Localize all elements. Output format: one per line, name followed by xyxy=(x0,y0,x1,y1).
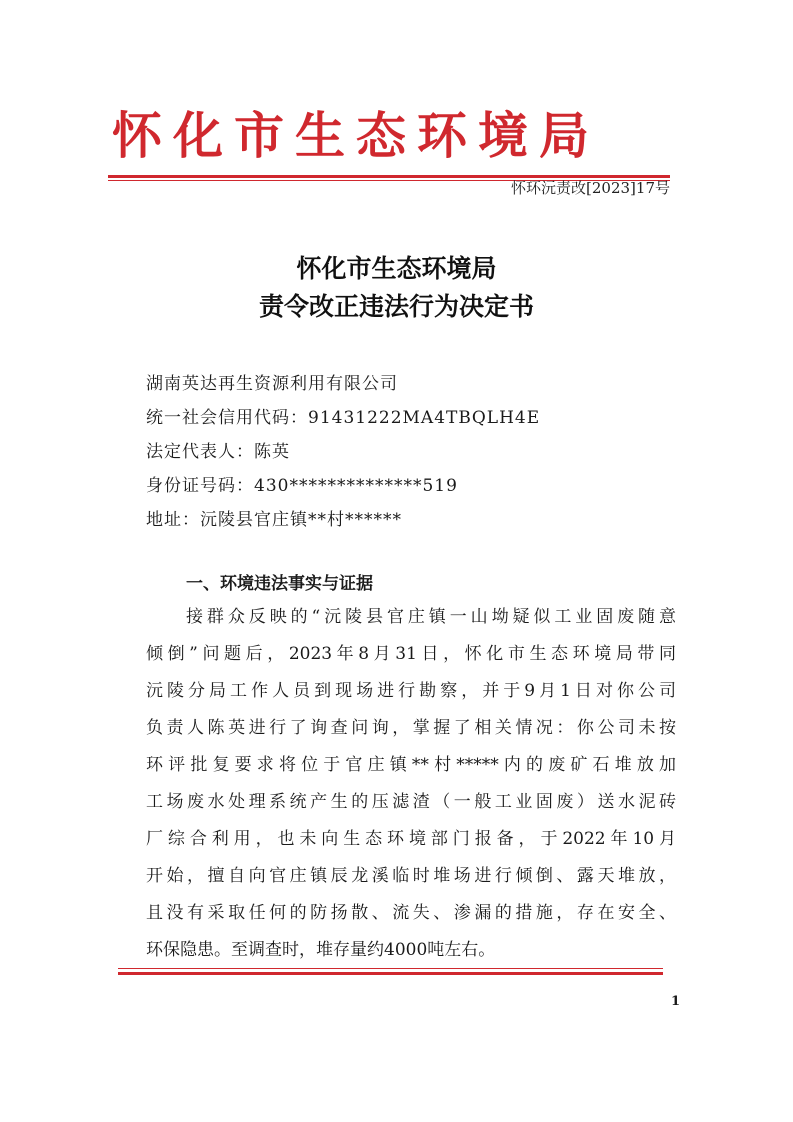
page-number: 1 xyxy=(670,994,680,1009)
body-text-line: 环保隐患。至调查时，堆存量约4000吨左右。 xyxy=(146,940,496,960)
footer-red-rule-thin xyxy=(118,968,663,969)
document-title-line-2: 责令改正违法行为决定书 xyxy=(258,292,534,321)
body-text-line: 接群众反映的“沅陵县官庄镇一山坳疑似工业固废随意 xyxy=(186,607,676,627)
party-legal-representative: 法定代表人：陈英 xyxy=(146,442,290,462)
document-number: 怀环沅责改[2023]17号 xyxy=(511,179,670,197)
party-credit-code: 统一社会信用代码：91431222MA4TBQLH4E xyxy=(146,408,541,428)
document-title-line-1: 怀化市生态环境局 xyxy=(296,254,497,283)
party-company-name: 湖南英达再生资源利用有限公司 xyxy=(146,374,398,394)
body-text-line: 环评批复要求将位于官庄镇**村*****内的废矿石堆放加 xyxy=(146,755,676,775)
section-heading-violation-facts: 一、环境违法事实与证据 xyxy=(186,574,373,594)
issuing-organization-header: 怀化市生态环境局 xyxy=(112,107,600,165)
body-text-line: 负责人陈英进行了询查问询，掌握了相关情况：你公司未按 xyxy=(146,718,676,738)
body-text-line: 倾倒”问题后，2023年8月31日，怀化市生态环境局带同 xyxy=(146,644,676,664)
body-text-line: 沅陵分局工作人员到现场进行勘察，并于9月1日对你公司 xyxy=(146,681,676,701)
party-address: 地址：沅陵县官庄镇**村****** xyxy=(146,510,402,530)
party-id-number: 身份证号码：430**************519 xyxy=(146,476,458,496)
body-text-line: 厂综合利用，也未向生态环境部门报备，于2022年10月 xyxy=(146,829,676,849)
body-text-line: 开始，擅自向官庄镇辰龙溪临时堆场进行倾倒、露天堆放， xyxy=(146,866,676,886)
body-text-line: 工场废水处理系统产生的压滤渣（一般工业固废）送水泥砖 xyxy=(146,792,676,812)
footer-red-rule-thick xyxy=(118,972,663,975)
body-text-line: 且没有采取任何的防扬散、流失、渗漏的措施，存在安全、 xyxy=(146,903,676,923)
